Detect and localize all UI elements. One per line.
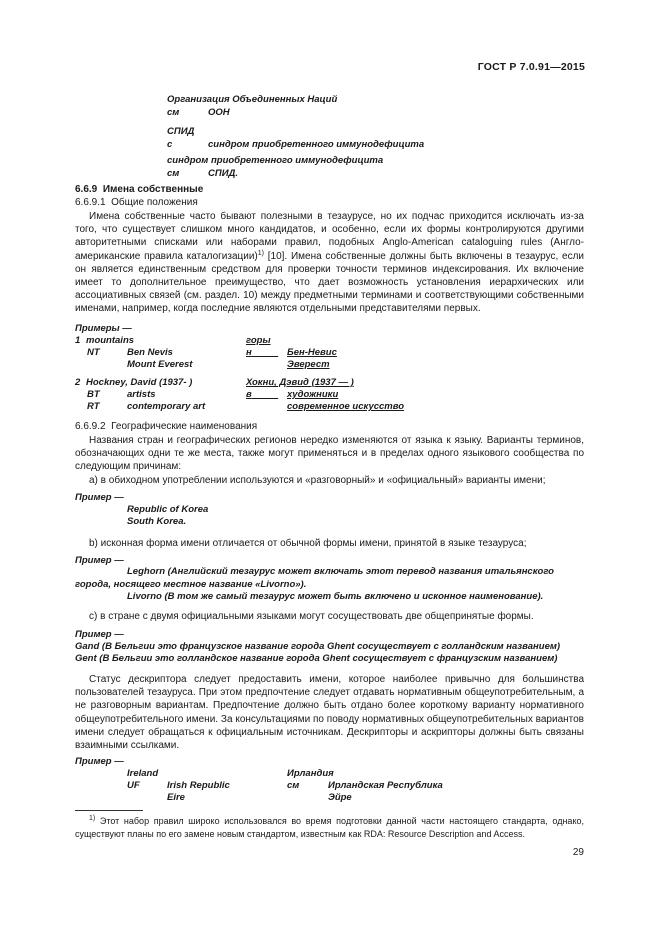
abbrev-target-2: синдром приобретенного иммунодефицита (208, 139, 425, 150)
example-a-line2: South Korea. (127, 516, 187, 527)
example-d-sm: см (287, 780, 300, 791)
abbrev-rel-3: см (167, 168, 180, 179)
example-1-n: н (246, 347, 252, 358)
footnote-separator (75, 810, 143, 811)
example-2-rt1: contemporary art (127, 401, 206, 412)
example-1-nt: NT (87, 347, 100, 358)
example-2-rt: RT (87, 401, 100, 412)
example-d-term3: Eire (167, 792, 185, 803)
example-2-ru2: современное искусство (287, 401, 405, 412)
paragraph-proper-names: Имена собственные часто бывают полезными в тезаурусе, но их подчас приходится исключать из-за того, что существует слишком много кандидатов, и особенно, если их формы контролируются другими авторитетными списками или наборами правил, подобных Anglo-American cataloguing rules (Англо-американские правила каталогизации)$^{1)}$ [10]. Имена собственные должны быть включены в тезаурус, если он является единственным средством для проверки точности терминов индексирования. Их включение имеет то дополнительное преимущество, что дает возможность установления иерархических или ассоциативных связей (см. раздел. 10) между предметными терминами и соответствующими собственными именами, например, когда последние являются отдельными представителями первых. (75, 211, 584, 315)
example-1-ru2: Эверест (287, 359, 330, 370)
example-2-v: в (246, 389, 252, 400)
example-2-bt: BT (87, 389, 100, 400)
subsection-heading-6692: 6.6.9.2 Географические наименования (75, 421, 258, 432)
example-2-number: 2 (75, 377, 81, 388)
abbrev-rel-1: см (167, 107, 180, 118)
page-number: 29 (572, 847, 584, 858)
example-1-nt2: Mount Everest (127, 359, 193, 370)
example-1-number: 1 (75, 335, 81, 346)
abbrev-term-2: СПИД (167, 126, 195, 137)
example-d-ru2: Ирландская Республика (328, 780, 443, 791)
example-d-ru3: Эйре (328, 792, 352, 803)
example-d-ru1: Ирландия (287, 768, 334, 779)
example-d-uf: UF (127, 780, 140, 791)
abbrev-target-1: ООН (208, 107, 230, 118)
example-a-label: Пример — (75, 492, 124, 503)
footnote: $^{1)}$ Этот набор правил широко использовался во время подготовки данной части настоящего стандарта, однако, существуют планы по его замене новым стандартом, известным как RDA: Resource Description and Access. (75, 815, 584, 839)
example-1-nt1: Ben Nevis (127, 347, 173, 358)
example-c-line2: Gent (В Бельгии это голландское название города Ghent сосуществует с французским названием) (75, 653, 558, 664)
footnote-ref: 1) (257, 249, 264, 257)
abbrev-term-1: Организация Объединенных Наций (167, 94, 338, 105)
abbrev-target-3: СПИД. (208, 168, 239, 179)
example-d-label: Пример — (75, 756, 124, 767)
abbrev-rel-2: с (167, 139, 173, 150)
example-c-label: Пример — (75, 629, 124, 640)
example-b-line1: Leghorn (Английский тезаурус может включать этот перевод названия итальянского города, носящего местное название «Livorno»). (75, 566, 554, 590)
abbrev-term-3: синдром приобретенного иммунодефицита (167, 155, 384, 166)
example-b-line2: Livorno (В том же самый тезаурус может быть включено и исконное наименование). (127, 591, 544, 602)
standard-header: ГОСТ Р 7.0.91—2015 (477, 61, 585, 73)
list-item-c: c) в стране с двумя официальными языками могут сосуществовать две общепринятые формы. (89, 611, 534, 622)
example-1-term: mountains (86, 335, 135, 346)
paragraph-geographic: Названия стран и географических регионов нередко изменяются от языка к языку. Варианты терминов, обозначающих одни те же места, также могут применяться и в пределах одного языкового сообщества по следующим причинам: (75, 435, 584, 473)
example-2-ru-term: Хокни, Дэвид (1937 — ) (246, 377, 354, 388)
example-2-bt1: artists (127, 389, 156, 400)
example-2-term: Hockney, David (1937- ) (86, 377, 193, 388)
example-d-term2: Irish Republic (167, 780, 230, 791)
example-b-label: Пример — (75, 555, 124, 566)
section-heading-669: 6.6.9 Имена собственные (75, 184, 204, 195)
examples-label: Примеры — (75, 323, 132, 334)
example-1-ru1: Бен-Невис (287, 347, 337, 358)
example-2-ru1: художники (287, 389, 339, 400)
example-1-ru-term: горы (246, 335, 271, 346)
list-item-a: а) в обиходном употреблении используются и «разговорный» и «официальный» варианты имени; (89, 475, 546, 486)
paragraph-descriptor-status: Статус дескриптора следует предоставить имени, которое наиболее привычно для большинства пользователей тезауруса. При этом предпочтение следует отдавать нормативным общеупотребительным, а не разговорным вариантам. Предпочтение должно быть отдано более короткому варианту нормативного общеупотребительного имени. За консультациями по поводу нормативных общеупотребительных вариантов имени следует обращаться к официальным источникам. Дескрипторы и аскрипторы должны быть связаны взаимными ссылками. (75, 674, 584, 752)
list-item-b: b) исконная форма имени отличается от обычной формы имени, принятой в языке тезауруса; (89, 538, 527, 549)
subsection-heading-6691: 6.6.9.1 Общие положения (75, 197, 198, 208)
example-c-line1: Gand (В Бельгии это французское название города Ghent сосуществует с голландским названием) (75, 641, 561, 652)
example-d-term1: Ireland (127, 768, 159, 779)
example-a-line1: Republic of Korea (127, 504, 209, 515)
